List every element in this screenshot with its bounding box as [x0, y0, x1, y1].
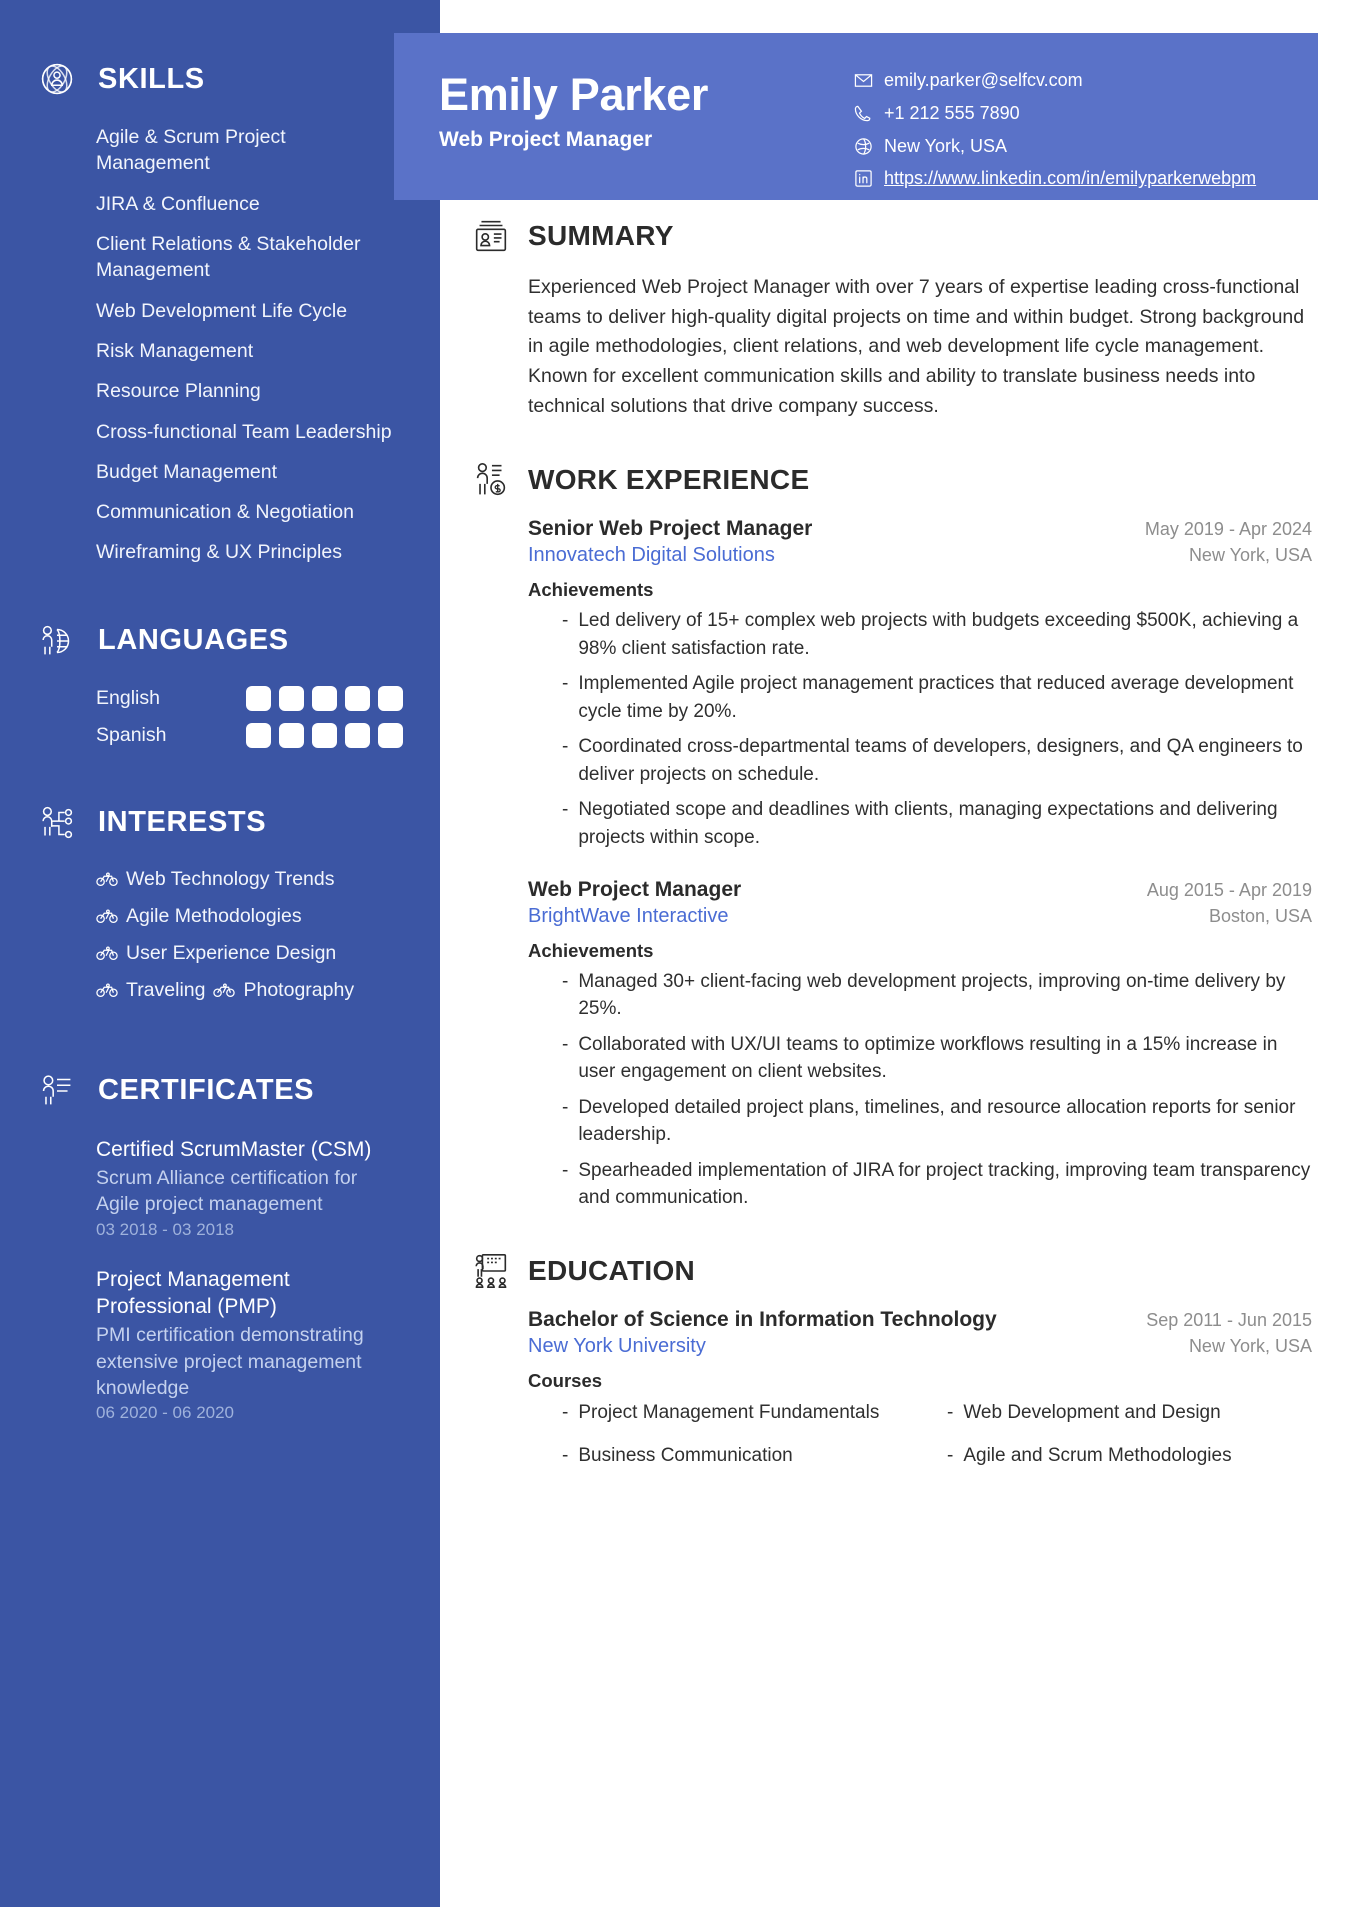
- interest-label: Web Technology Trends: [126, 867, 335, 890]
- section-work-experience: [470, 459, 1312, 1212]
- sidebar-section-skills: [34, 56, 406, 566]
- education-header: [470, 1250, 1312, 1292]
- interest-label: Photography: [243, 978, 355, 1001]
- achievements-list: [528, 607, 1312, 851]
- achievements-label: Achievements: [528, 579, 654, 601]
- skill-item: Client Relations & Stakeholder Management: [96, 232, 361, 282]
- level-dot: [279, 723, 304, 748]
- skill-item: Cross-functional Team Leadership: [96, 420, 392, 443]
- certificate-description: Scrum Alliance certification for Agile project management: [96, 1167, 358, 1216]
- achievements-list: [528, 968, 1312, 1212]
- achievement-item: [562, 1094, 1312, 1149]
- main-content: [440, 215, 1350, 1508]
- work-experience-header: [470, 459, 1312, 501]
- education-body: [470, 1308, 1312, 1470]
- achievement-item: [562, 733, 1312, 788]
- summary-body: [470, 273, 1312, 421]
- summary-header: [470, 215, 1312, 257]
- education-entry: [528, 1308, 1312, 1470]
- bullet-dash: -: [562, 1096, 569, 1118]
- skill-item: Wireframing & UX Principles: [96, 541, 342, 564]
- job-location: New York, USA: [1188, 545, 1312, 566]
- interests-icon: [34, 800, 80, 846]
- linkedin-icon: [854, 169, 873, 188]
- bullet-dash: -: [562, 1401, 569, 1423]
- bicycle-icon: [213, 982, 235, 998]
- phone-icon: [854, 104, 873, 123]
- achievement-item: [562, 1157, 1312, 1212]
- language-level-dots: [246, 723, 403, 748]
- interest-item: [96, 868, 335, 891]
- bicycle-icon: [96, 908, 118, 924]
- degree-title: Bachelor of Science in Information Technology: [528, 1307, 997, 1331]
- language-row: [96, 723, 400, 748]
- level-dot: [312, 686, 337, 711]
- course-text: Agile and Scrum Methodologies: [963, 1444, 1232, 1466]
- bullet-dash: -: [562, 736, 569, 758]
- achievements-label: Achievements: [528, 939, 654, 961]
- job-role: Web Project Manager: [439, 128, 653, 152]
- skill-item: Budget Management: [96, 460, 278, 483]
- school-name: New York University: [528, 1334, 706, 1357]
- bullet-dash: -: [562, 1444, 569, 1466]
- interest-item: [213, 979, 354, 1002]
- course-text: Business Communication: [578, 1444, 793, 1466]
- work-entry: [528, 878, 1312, 1212]
- skill-item: Resource Planning: [96, 380, 261, 403]
- bullet-dash: -: [562, 673, 569, 695]
- phone-text: +1 212 555 7890: [884, 102, 1020, 123]
- interests-list: [34, 868, 406, 1016]
- achievement-text: Negotiated scope and deadlines with clients, managing expectations and delivering projects within scope.: [578, 799, 1278, 848]
- course-item: [947, 1443, 1312, 1470]
- achievement-text: Spearheaded implementation of JIRA for project tracking, improving team transparency and communication.: [578, 1159, 1311, 1209]
- achievement-text: Developed detailed project plans, timelines, and resource allocation reports for senior leadership.: [578, 1096, 1296, 1146]
- achievement-text: Led delivery of 15+ complex web projects with budgets exceeding $500K, achieving a 98% client satisfaction rate.: [578, 610, 1299, 659]
- level-dot: [279, 686, 304, 711]
- languages-list: [34, 686, 406, 748]
- certificate-date: 03 2018 - 03 2018: [96, 1219, 235, 1239]
- job-title: Web Project Manager: [528, 877, 742, 901]
- job-date: May 2019 - Apr 2024: [1144, 519, 1312, 540]
- achievement-item: [562, 607, 1312, 662]
- sidebar-section-interests: [34, 800, 406, 1016]
- level-dot: [345, 723, 370, 748]
- contact-block: [854, 63, 1318, 200]
- course-item: [562, 1443, 927, 1470]
- skill-item: Web Development Life Cycle: [96, 299, 348, 322]
- certificates-icon: [34, 1068, 80, 1114]
- language-level-dots: [246, 686, 403, 711]
- languages-title: LANGUAGES: [98, 624, 289, 657]
- level-dot: [246, 686, 271, 711]
- education-title: EDUCATION: [528, 1254, 696, 1286]
- sidebar-section-languages: [34, 618, 406, 748]
- interest-item: [96, 942, 336, 965]
- job-company: BrightWave Interactive: [528, 904, 729, 927]
- language-name: Spanish: [96, 723, 167, 746]
- bicycle-icon: [96, 945, 118, 961]
- job-company: Innovatech Digital Solutions: [528, 544, 775, 567]
- certificate-date: 06 2020 - 06 2020: [96, 1403, 235, 1423]
- languages-header: [34, 618, 406, 664]
- work-money-icon: [470, 459, 512, 501]
- bicycle-icon: [96, 871, 118, 887]
- work-experience-body: [470, 517, 1312, 1212]
- contact-location: [854, 135, 1318, 159]
- education-icon: [470, 1250, 512, 1292]
- interests-title: INTERESTS: [98, 806, 267, 839]
- level-dot: [378, 686, 403, 711]
- identity-block: [439, 63, 854, 152]
- certificate-description: PMI certification demonstrating extensive project management knowledge: [96, 1324, 364, 1399]
- bullet-dash: -: [562, 970, 569, 992]
- bicycle-icon: [96, 982, 118, 998]
- course-text: Project Management Fundamentals: [578, 1401, 880, 1423]
- certificates-title: CERTIFICATES: [98, 1074, 315, 1107]
- certificates-header: [34, 1068, 406, 1114]
- level-dot: [246, 723, 271, 748]
- bullet-dash: -: [947, 1401, 954, 1423]
- email-text: emily.parker@selfcv.com: [884, 70, 1083, 90]
- bullet-dash: -: [947, 1444, 954, 1466]
- header-banner: [394, 33, 1318, 200]
- interests-header: [34, 800, 406, 846]
- level-dot: [312, 723, 337, 748]
- achievement-item: [562, 796, 1312, 851]
- bullet-dash: -: [562, 1159, 569, 1181]
- course-item: [562, 1400, 927, 1427]
- summary-text: Experienced Web Project Manager with over 7 years of expertise leading cross-functional teams to deliver high-quality digital projects on time and within budget. Strong background in agile methodologies, client relations, and web development life cycle management. Known for excellent communication skills and ability to translate business needs into technical solutions that drive company success.: [528, 276, 1305, 417]
- language-row: [96, 686, 400, 711]
- bullet-dash: -: [562, 799, 569, 821]
- school-location: New York, USA: [1188, 1335, 1312, 1356]
- level-dot: [345, 686, 370, 711]
- skill-item: Communication & Negotiation: [96, 501, 354, 524]
- level-dot: [378, 723, 403, 748]
- job-title: Senior Web Project Manager: [528, 517, 813, 541]
- skill-item: JIRA & Confluence: [96, 192, 260, 215]
- work-experience-title: WORK EXPERIENCE: [528, 464, 810, 496]
- certificate-title: Project Management Professional (PMP): [96, 1267, 290, 1318]
- achievement-item: [562, 670, 1312, 725]
- bullet-dash: -: [562, 610, 569, 632]
- interest-item: [96, 905, 302, 928]
- languages-icon: [34, 618, 80, 664]
- skill-item: Agile & Scrum Project Management: [96, 126, 286, 175]
- section-summary: [470, 215, 1312, 421]
- skills-icon: [34, 56, 80, 102]
- id-card-icon: [470, 215, 512, 257]
- work-entry: [528, 517, 1312, 851]
- location-text: New York, USA: [884, 135, 1008, 156]
- course-text: Web Development and Design: [963, 1401, 1221, 1423]
- certificate-title: Certified ScrumMaster (CSM): [96, 1137, 372, 1161]
- interest-label: Agile Methodologies: [126, 904, 302, 927]
- section-education: [470, 1250, 1312, 1470]
- email-icon: [854, 71, 873, 90]
- skills-title: SKILLS: [98, 62, 205, 95]
- achievement-text: Coordinated cross-departmental teams of developers, designers, and QA engineers to deliver projects on schedule.: [578, 736, 1303, 785]
- contact-linkedin[interactable]: [854, 167, 1318, 191]
- contact-phone: [854, 102, 1318, 126]
- achievement-text: Implemented Agile project management practices that reduced average development cycle time by 20%.: [578, 673, 1294, 722]
- page-title: Emily Parker: [439, 69, 709, 120]
- contact-email: [854, 69, 1318, 93]
- bullet-dash: -: [562, 1033, 569, 1055]
- interest-label: User Experience Design: [126, 941, 337, 964]
- skills-header: [34, 56, 406, 102]
- sidebar: [0, 0, 440, 1907]
- sidebar-section-certificates: [34, 1068, 406, 1423]
- course-item: [947, 1400, 1312, 1427]
- certificate-item: [96, 1266, 400, 1424]
- courses-label: Courses: [528, 1369, 603, 1391]
- certificate-item: [96, 1136, 400, 1240]
- job-location: Boston, USA: [1208, 905, 1312, 926]
- skills-list: [34, 124, 406, 566]
- job-date: Aug 2015 - Apr 2019: [1146, 879, 1312, 900]
- language-name: English: [96, 686, 160, 709]
- achievement-text: Collaborated with UX/UI teams to optimize workflows resulting in a 15% increase in user engagement on client websites.: [578, 1033, 1278, 1083]
- skill-item: Risk Management: [96, 339, 254, 362]
- achievement-item: [562, 1031, 1312, 1086]
- linkedin-url[interactable]: https://www.linkedin.com/in/emilyparkerwebpm: [884, 168, 1257, 189]
- degree-date: Sep 2011 - Jun 2015: [1146, 1309, 1312, 1330]
- interest-label: Traveling: [126, 978, 206, 1001]
- interest-item: [96, 979, 205, 1002]
- achievement-text: Managed 30+ client-facing web development projects, improving on-time delivery by 25%.: [578, 970, 1286, 1020]
- certificates-list: [34, 1136, 406, 1423]
- achievement-item: [562, 968, 1312, 1023]
- globe-icon: [854, 137, 873, 156]
- courses-list: [528, 1400, 1312, 1470]
- summary-title: SUMMARY: [528, 220, 674, 251]
